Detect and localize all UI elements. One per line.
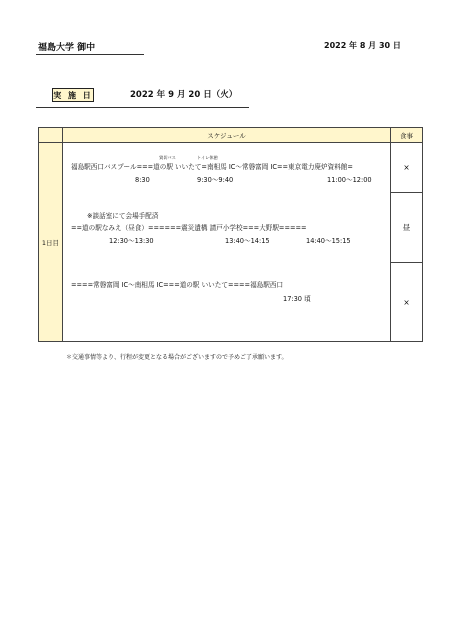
route-line-2: ==道の駅なみえ（昼食）======震災遺構 請戸小学校===大野駅===== (71, 224, 307, 232)
document-date: 2022 年 8 月 30 日 (324, 41, 401, 50)
meal-header: 食事 (391, 128, 423, 143)
venue-note: ※談話室にて会場手配済 (87, 212, 159, 220)
time-1: 8:30 (135, 176, 150, 184)
schedule-header: スケジュール (63, 128, 391, 143)
bus-note: 貸切バス (159, 155, 176, 160)
route-line-3: ====常磐富岡 IC～南相馬 IC===道の駅 いいたて====福島駅西口 (71, 281, 284, 289)
time-3: 11:00～12:00 (327, 176, 372, 184)
schedule-content (63, 143, 391, 342)
implementation-date: 2022 年 9 月 20 日（火） (130, 90, 238, 100)
route-line-1: 福島駅西口バスプール===道の駅 いいたて=南相馬 IC～常磐富岡 IC==東京電力廃炉資料館= (71, 163, 353, 171)
day-label: 1日目 (39, 143, 63, 342)
meal-3: × (391, 263, 423, 342)
day-header (39, 128, 63, 143)
schedule-table (38, 127, 423, 342)
meal-1: × (391, 143, 423, 193)
time-4: 12:30～13:30 (109, 237, 154, 245)
recipient-underline (36, 54, 144, 55)
implementation-label: 実 施 日 (52, 88, 94, 102)
time-6: 14:40～15:15 (306, 237, 351, 245)
rest-note: トイレ休憩 (197, 155, 218, 160)
footnote: ＊交通事情等より、行程が変更となる場合がございますので予めご了承願います。 (66, 354, 288, 361)
meal-2: 昼 (391, 193, 423, 263)
time-5: 13:40～14:15 (225, 237, 270, 245)
implementation-underline (36, 107, 249, 108)
time-2: 9:30～9:40 (197, 176, 234, 184)
time-7: 17:30 頃 (283, 295, 311, 303)
recipient-name: 福島大学 御中 (38, 43, 96, 53)
